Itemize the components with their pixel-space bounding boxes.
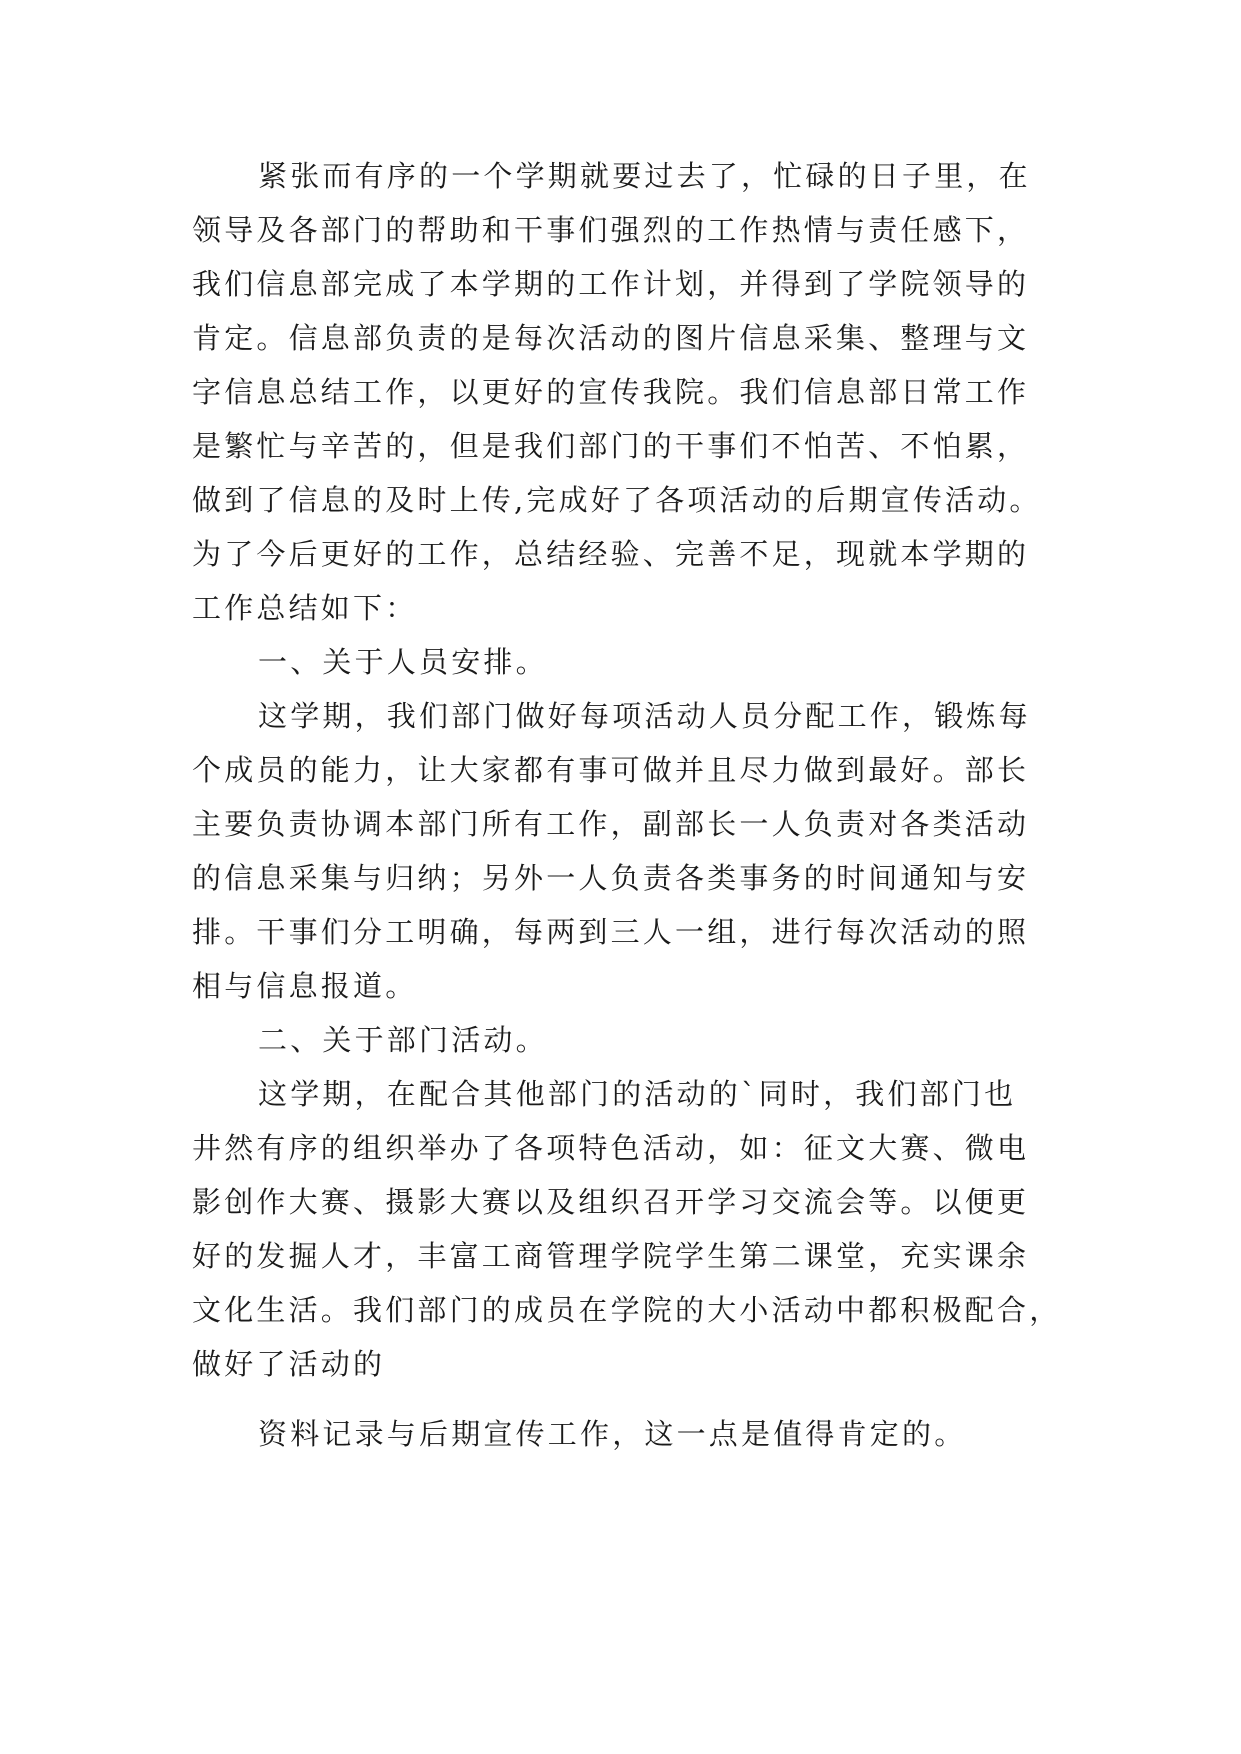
text-line: 字信息总结工作，以更好的宣传我院。我们信息部日常工作 — [192, 375, 1030, 409]
text-line: 这学期，我们部门做好每项活动人员分配工作，锻炼每 — [258, 699, 1031, 733]
text-line: 肯定。信息部负责的是每次活动的图片信息采集、整理与文 — [192, 321, 1030, 355]
text-line: 资料记录与后期宣传工作，这一点是值得肯定的。 — [258, 1417, 967, 1451]
text-line: 影创作大赛、摄影大赛以及组织召开学习交流会等。以便更 — [192, 1185, 1030, 1219]
text-line: 相与信息报道。 — [192, 969, 418, 1003]
text-line: 工作总结如下： — [192, 591, 418, 625]
text-line: 紧张而有序的一个学期就要过去了，忙碌的日子里，在 — [258, 159, 1031, 193]
text-line: 做好了活动的 — [192, 1347, 386, 1381]
text-line: 文化生活。我们部门的成员在学院的大小活动中都积极配合， — [192, 1293, 1062, 1327]
section-heading: 一、关于人员安排。 — [258, 645, 548, 679]
text-line: 井然有序的组织举办了各项特色活动，如：征文大赛、微电 — [192, 1131, 1030, 1165]
section-heading: 二、关于部门活动。 — [258, 1023, 548, 1057]
text-line: 个成员的能力，让大家都有事可做并且尽力做到最好。部长 — [192, 753, 1030, 787]
text-line: 领导及各部门的帮助和干事们强烈的工作热情与责任感下， — [192, 213, 1030, 247]
text-line: 的信息采集与归纳；另外一人负责各类事务的时间通知与安 — [192, 861, 1030, 895]
text-line: 好的发掘人才，丰富工商管理学院学生第二课堂，充实课余 — [192, 1239, 1030, 1273]
text-line: 是繁忙与辛苦的，但是我们部门的干事们不怕苦、不怕累， — [192, 429, 1030, 463]
text-line: 排。干事们分工明确，每两到三人一组，进行每次活动的照 — [192, 915, 1030, 949]
text-line: 这学期，在配合其他部门的活动的`同时，我们部门也 — [258, 1077, 1017, 1111]
text-line: 做到了信息的及时上传,完成好了各项活动的后期宣传活动。 — [192, 483, 1042, 517]
text-line: 主要负责协调本部门所有工作，副部长一人负责对各类活动 — [192, 807, 1030, 841]
text-line: 为了今后更好的工作，总结经验、完善不足，现就本学期的 — [192, 537, 1030, 571]
text-line: 我们信息部完成了本学期的工作计划，并得到了学院领导的 — [192, 267, 1030, 301]
